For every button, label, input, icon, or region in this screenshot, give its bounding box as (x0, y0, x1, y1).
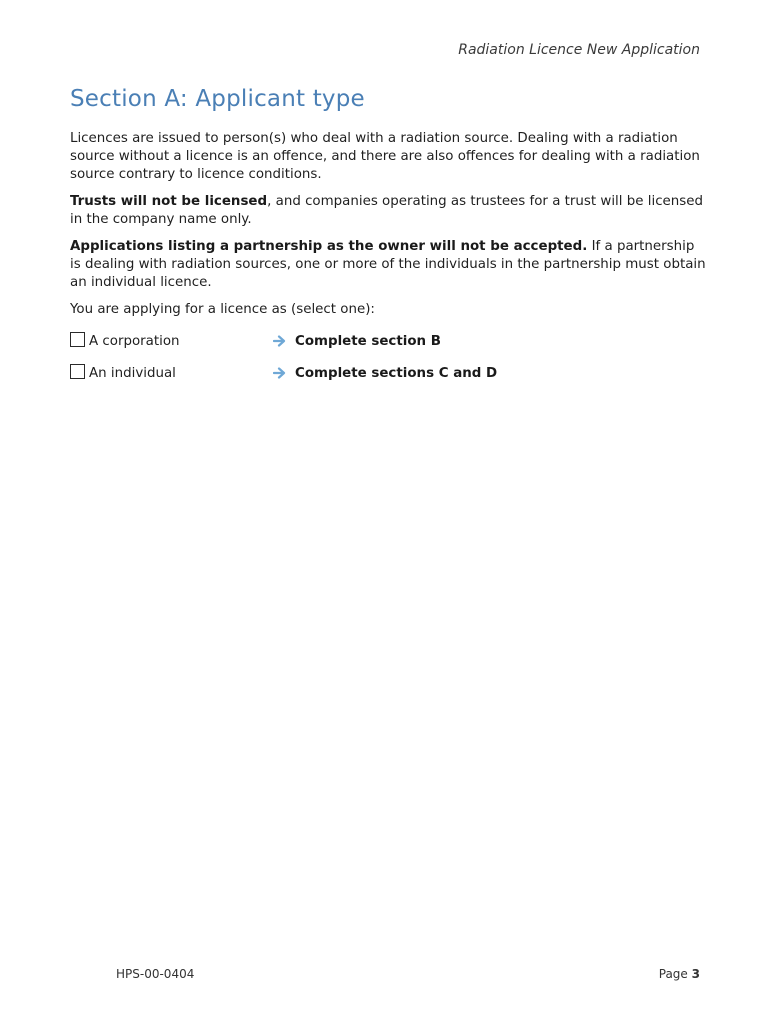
page-number-value: 3 (691, 967, 700, 981)
corporation-checkbox[interactable] (70, 332, 85, 347)
paragraph-partnership (70, 238, 706, 292)
page-number (659, 967, 700, 981)
body-content (70, 130, 706, 328)
corporation-action: Complete section B (295, 333, 441, 349)
trusts-bold-text: Trusts will not be licensed (70, 194, 268, 209)
document-code: HPS-00-0404 (116, 967, 195, 981)
individual-label: An individual (89, 365, 176, 381)
paragraph-trusts (70, 193, 706, 229)
paragraph-licences: Licences are issued to person(s) who deal with a radiation source. Dealing with a radiation source without a licence is an offence, and there are also offences for dealing with a radiation source contrary to licence conditions. (70, 131, 700, 182)
option-corporation (70, 330, 670, 352)
page-label: Page (658, 967, 688, 981)
arrow-right-icon (273, 335, 287, 347)
individual-checkbox[interactable] (70, 364, 85, 379)
arrow-right-icon (273, 367, 287, 379)
corporation-label: A corporation (89, 333, 180, 349)
select-prompt: You are applying for a licence as (select one): (70, 302, 375, 317)
section-title: Section A: Applicant type (70, 86, 365, 112)
partnership-text: If a partnership is dealing with radiation sources, one or more of the individuals in the partnership must obtain an individual licence. (70, 239, 706, 290)
applicant-type-options (70, 330, 670, 394)
header-title: Radiation Licence New Application (458, 42, 700, 58)
trusts-text: , and companies operating as trustees for a trust will be licensed in the company name only. (70, 194, 703, 227)
option-individual (70, 362, 670, 384)
individual-action: Complete sections C and D (295, 365, 498, 381)
partnership-bold-text: Applications listing a partnership as the owner will not be accepted. (70, 239, 588, 254)
